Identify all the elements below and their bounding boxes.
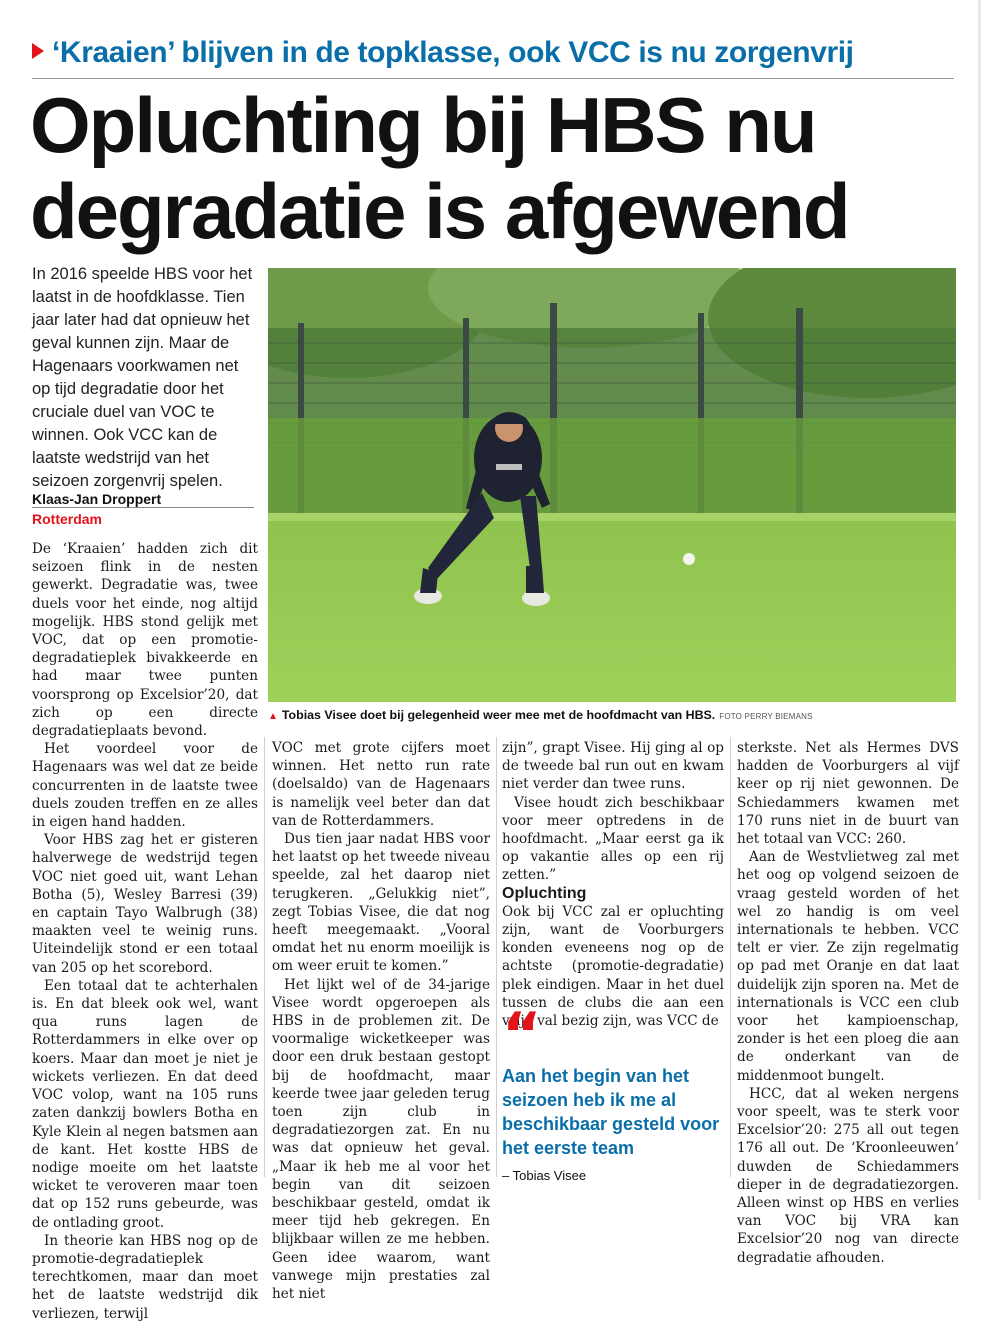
column-divider bbox=[730, 737, 731, 1177]
photo-caption bbox=[268, 708, 958, 722]
kicker bbox=[32, 36, 952, 70]
cricket-fielder-photo bbox=[268, 268, 956, 702]
byline-author: Klaas-Jan Droppert bbox=[32, 491, 162, 507]
article-photo bbox=[268, 268, 956, 702]
column-divider bbox=[496, 737, 497, 1177]
paragraph: HCC, dat al weken nergens voor speelt, was te sterk voor Excelsior’20: 275 all out tegen 176 all out. De ‘Kroonleeuwen’ duwden de Schiedammers dieper in de degradatiezorgen. Alleen winst op HBS en verlies van VOC bij VRA kan Excelsior’20 nog van directe degradatie afhouden. bbox=[737, 1085, 959, 1266]
paragraph: Het lijkt wel of de 34-jarige Visee wordt opgeroepen als HBS in de problemen zit. De voormalige wicketkeeper was door een druk bestaan gestopt bij de hoofdmacht, maar keerde twee jaar geleden terug toen zijn club in degradatiezorgen zat. En nu was dat opnieuw het geval. „Maar ik heb me al voor het begin van dit seizoen beschikbaar gesteld, omdat ik meer tijd heb gekregen. En blijkbaar willen ze me hebben. Geen idee waarom, want vanwege mijn prestaties zal het niet bbox=[272, 976, 490, 1303]
paragraph: Visee houdt zich beschikbaar voor meer optredens in de hoofdmacht. „Maar eerst ga ik op vakantie alles op een rij zetten.” bbox=[502, 794, 724, 884]
paragraph: In theorie kan HBS nog op de promotie-degradatieplek terechtkomen, maar dan moet het de laatste wedstrijd dik verliezen, terwijl bbox=[32, 1232, 258, 1322]
photo-credit: FOTO PERRY BIEMANS bbox=[719, 712, 813, 721]
body-column-4 bbox=[737, 739, 959, 1267]
paragraph: sterkste. Net als Hermes DVS hadden de Voorburgers al vijf keer op rij niet gewonnen. De Schiedammers kwamen met 170 runs niet in de buurt van het totaal van VCC: 260. bbox=[737, 740, 959, 848]
paragraph: Voor HBS zag het er gisteren halverwege de wedstrijd tegen VOC niet goed uit, want Lehan Botha (5), Wesley Barresi (39) en captain Tayo Walbrugh (38) maakten veel te weinig runs. Uiteindelijk stond er een totaal van 205 op het scorebord. bbox=[32, 832, 258, 976]
paragraph: Dus tien jaar nadat HBS voor het laatst op het tweede niveau speelde, zal het daarop niet terugkeren. „Gelukkig niet”, zegt Tobias Visee, die dat nog heeft meegemaakt. „Vooral omdat het nu enorm moeilijk is om weer eruit te komen.” bbox=[272, 831, 490, 975]
quote-mark-icon: “ bbox=[502, 1000, 542, 1070]
kicker-rule bbox=[32, 78, 954, 79]
paragraph: VOC met grote cijfers moet winnen. Het netto run rate (doelsaldo) van de Hagenaars is namelijk veel beter dan dat van de Rotterdammers. bbox=[272, 740, 490, 829]
subheading: Opluchting bbox=[502, 884, 587, 902]
paragraph: Ook bij VCC zal er opluchting zijn, want de Voorburgers konden eveneens nog op de achtste (promotie-degradatie) plek eindigen. Maar in het duel tussen de clubs die aan een vrije val bezig zijn, was VCC de bbox=[502, 903, 724, 1030]
kicker-arrow-icon bbox=[32, 43, 44, 59]
kicker-text: ‘Kraaien’ blijven in de topklasse, ook VCC is nu zorgenvrij bbox=[52, 36, 854, 69]
page-edge bbox=[978, 0, 981, 1200]
byline-rule bbox=[32, 507, 254, 508]
dateline-location: Rotterdam bbox=[32, 511, 103, 527]
paragraph: Het voordeel voor de Hagenaars was wel dat ze beide concurrenten in de laatste twee duels zouden treffen en ze alles in eigen hand hadden. bbox=[32, 741, 258, 831]
caption-triangle-icon: ▲ bbox=[268, 711, 278, 722]
pull-quote bbox=[502, 1000, 724, 1183]
intro-paragraph: In 2016 speelde HBS voor het laatst in de hoofdklasse. Tien jaar later had dat opnieuw het geval kunnen zijn. Maar de Hagenaars voorkwamen net op tijd degradatie door het cruciale duel van VOC te winnen. Ook VCC kan de laatste wedstrijd van het seizoen zorgenvrij spelen. bbox=[32, 265, 253, 490]
body-column-3 bbox=[502, 739, 724, 1030]
paragraph: Aan de Westvlietweg zal met het oog op volgend seizoen de vraag gesteld worden of het wel zo handig is om veel internationals te hebben. VCC telt er vier. Ze zijn regelmatig op pad met Oranje en dat laat duidelijk zijn sporen na. Met de internationals is VCC een club voor het kampioenschap, zonder is het een ploeg die aan de onderkant van de middenmoot bungelt. bbox=[737, 849, 959, 1084]
quote-text: Aan het begin van het seizoen heb ik me al beschikbaar gesteld voor het eerste team bbox=[502, 1066, 720, 1158]
paragraph: zijn”, grapt Visee. Hij ging al op de tweede bal run out en kwam niet verder dan twee runs. bbox=[502, 740, 724, 793]
paragraph: Een totaal dat te achterhalen is. En dat bleek ook wel, want qua runs lagen de Rotterdammers in elke over op koers. Maar dan moet je niet je wickets verliezen. En dat deed VOC volop, want na 105 runs zaten dankzij bowlers Botha en Kyle Klein al negen batsmen aan de kant. Het kostte HBS de nodige moeite om het laatste wicket te veroveren maar toen dat op 152 runs gebeurde, was de ontlading groot. bbox=[32, 977, 258, 1231]
quote-author: – Tobias Visee bbox=[502, 1168, 587, 1183]
body-column-2 bbox=[272, 739, 490, 1303]
paragraph: De ‘Kraaien’ hadden zich dit seizoen flink in de nesten gewerkt. Degradatie was, twee duels voor het einde, nog altijd mogelijk. HBS stond gelijk met VOC, dat op een promotie-degradatieplek bivakkeerde en had maar twee punten voorsprong op Excelsior’20, dat zich op een directe degradatieplaats bevond. bbox=[32, 541, 258, 740]
headline: Opluchting bij HBS nu degradatie is afgewend bbox=[30, 81, 849, 255]
body-column-1 bbox=[32, 540, 258, 1323]
column-divider bbox=[264, 737, 265, 1177]
caption-text: Tobias Visee doet bij gelegenheid weer mee met de hoofdmacht van HBS. bbox=[281, 708, 716, 722]
